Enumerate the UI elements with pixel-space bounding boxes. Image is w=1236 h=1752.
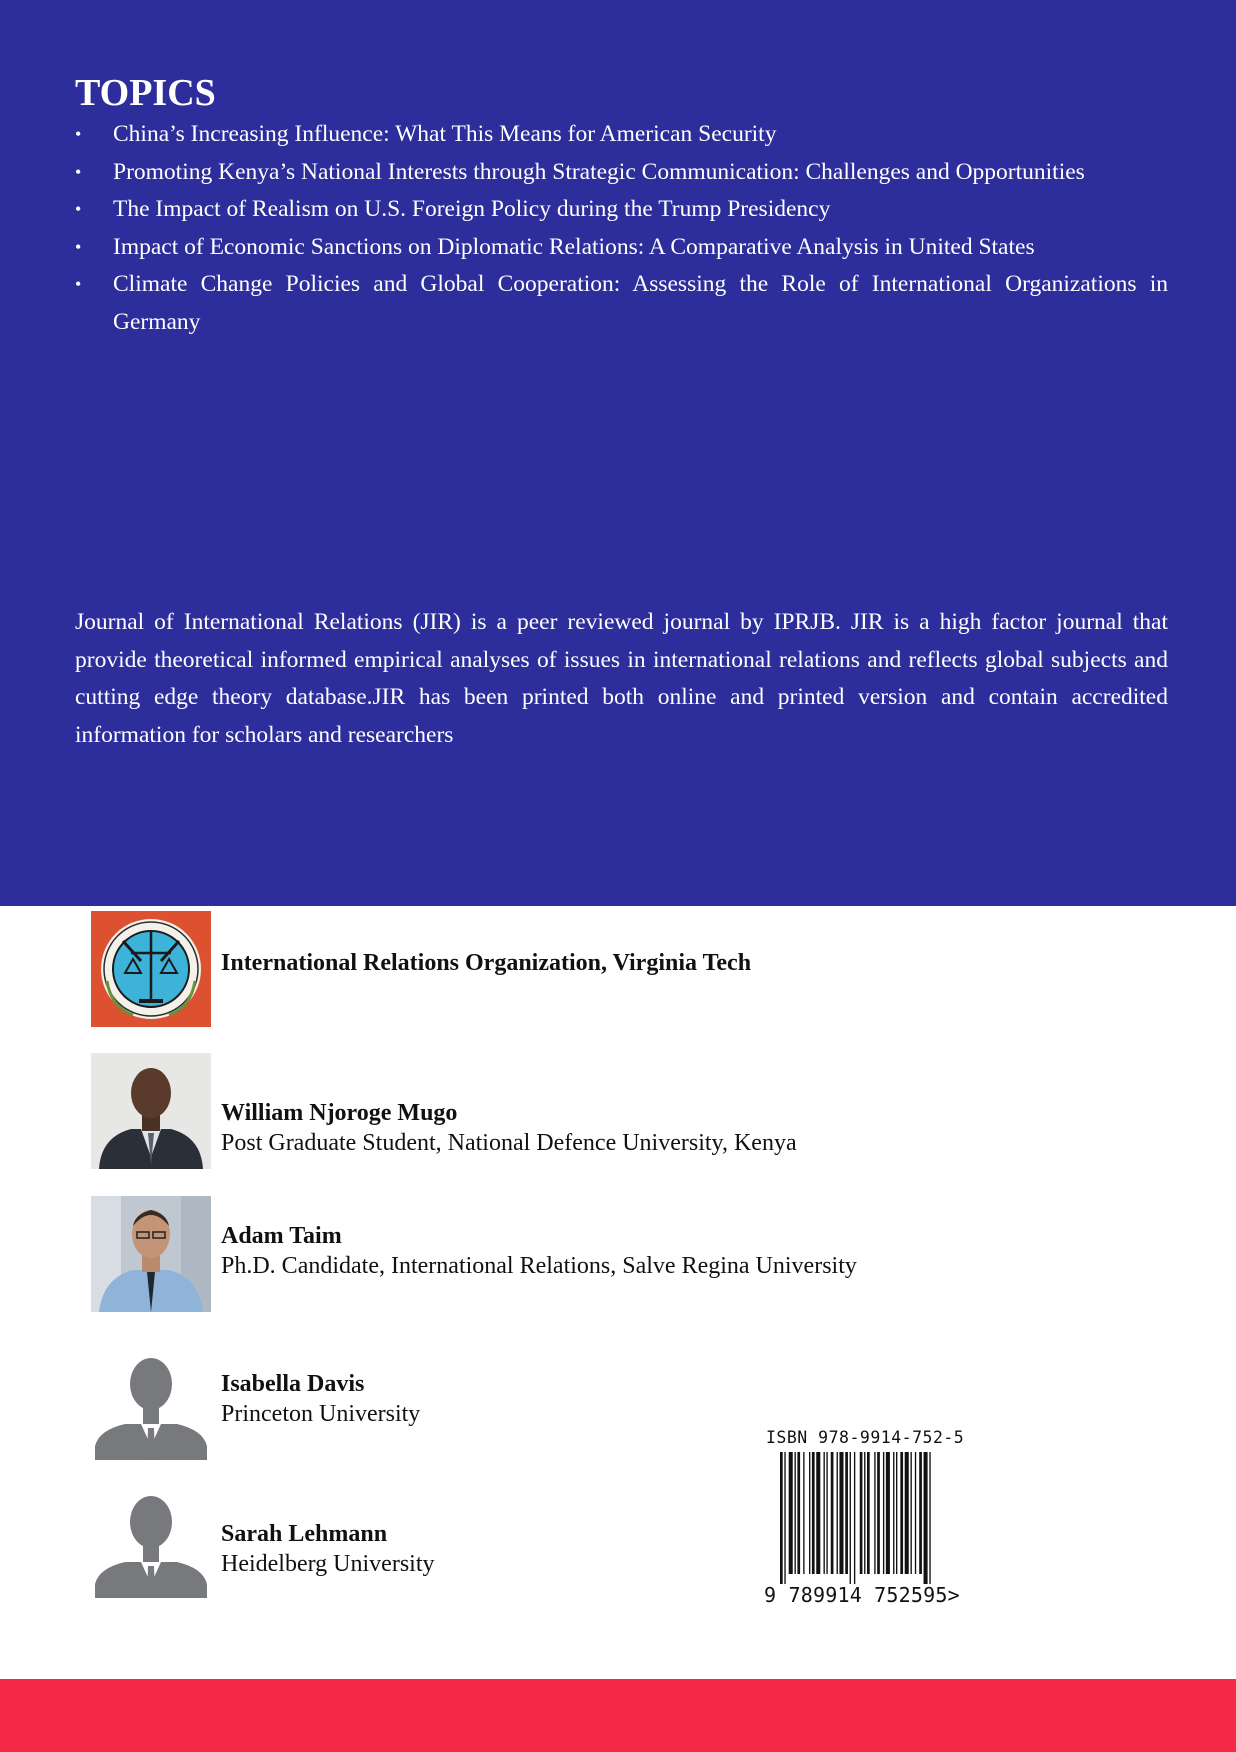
topic-text: Promoting Kenya’s National Interests through Strategic Communication: Challenges and Opportunities: [113, 158, 1085, 185]
barcode-digits: [764, 1583, 960, 1607]
organization-profile: [91, 911, 1091, 1027]
author-photo: [91, 1053, 211, 1169]
barcode-bar: [867, 1452, 870, 1574]
organization-seal-icon: [91, 911, 211, 1027]
organization-name: International Relations Organization, Virginia Tech: [221, 950, 752, 976]
topic-item: [75, 116, 1168, 154]
author-text: [221, 1369, 420, 1429]
barcode-bar: [877, 1452, 880, 1574]
barcode-bar: [886, 1452, 890, 1574]
author-name: Sarah Lehmann: [221, 1521, 388, 1547]
author-portrait-icon: [91, 1196, 211, 1312]
person-silhouette-icon: [91, 1484, 211, 1600]
bullet-icon: •: [75, 161, 82, 182]
barcode-bar: [900, 1452, 903, 1574]
barcode-bar: [797, 1452, 800, 1574]
author-text: [221, 1221, 857, 1281]
author-photo: [91, 1484, 211, 1600]
barcode-bar: [837, 1452, 838, 1574]
barcode-bar: [789, 1452, 793, 1574]
barcode-bar: [874, 1452, 875, 1574]
barcode-bar: [850, 1452, 851, 1584]
barcode-bar: [780, 1452, 783, 1584]
author-profile: [91, 1196, 1091, 1312]
organization-text: [221, 948, 751, 978]
author-profile: [91, 1053, 1091, 1169]
barcode-bar: [864, 1452, 865, 1574]
barcode-bar: [784, 1452, 785, 1584]
author-text: [221, 1519, 435, 1579]
topics-heading: TOPICS: [75, 72, 216, 114]
barcode-bar: [824, 1452, 825, 1574]
barcode-bar: [911, 1452, 912, 1574]
bullet-icon: •: [75, 274, 82, 294]
bullet-icon: •: [75, 124, 82, 144]
topic-text: China’s Increasing Influence: What This Means for American Security: [113, 121, 777, 147]
author-text: [221, 1098, 797, 1158]
topic-text: The Impact of Realism on U.S. Foreign Policy during the Trump Presidency: [113, 196, 831, 222]
barcode-bar: [839, 1452, 843, 1574]
barcode-bar: [809, 1452, 810, 1574]
barcode-bar: [854, 1452, 855, 1584]
barcode-number: 789914 752595: [788, 1583, 948, 1607]
barcode-bar: [896, 1452, 897, 1574]
barcode-bar: [929, 1452, 930, 1584]
barcode-bar: [905, 1452, 909, 1574]
isbn-barcode: [764, 1428, 990, 1614]
journal-description: Journal of International Relations (JIR) is a peer reviewed journal by IPRJB. JIR is a high factor journal that provide theoretical informed empirical analyses of issues in international relations and reflects global subjects and cutting edge theory database.JIR has been printed both online and printed version and contain accredited information for scholars and researchers: [75, 609, 1168, 748]
barcode-bar: [831, 1452, 834, 1574]
bullet-icon: •: [75, 236, 82, 257]
author-portrait-icon: [91, 1053, 211, 1169]
barcode-bar: [924, 1452, 928, 1584]
person-silhouette-icon: [91, 1346, 211, 1462]
barcode-bar: [795, 1452, 796, 1574]
author-affiliation: Post Graduate Student, National Defence University, Kenya: [221, 1130, 797, 1156]
barcode-bar: [812, 1452, 815, 1574]
barcode-bar: [860, 1452, 863, 1574]
author-affiliation: Princeton University: [221, 1401, 421, 1427]
bottom-color-band: [0, 1679, 1236, 1752]
author-photo: [91, 1346, 211, 1462]
author-name: William Njoroge Mugo: [221, 1100, 458, 1126]
barcode-bar: [883, 1452, 884, 1574]
bullet-icon: •: [75, 199, 82, 219]
barcode-bar: [816, 1452, 820, 1574]
barcode-bar: [826, 1452, 827, 1574]
barcode-bar: [893, 1452, 894, 1574]
topic-item: [75, 154, 1168, 192]
topics-list: [75, 116, 1168, 341]
topic-item: [75, 266, 1168, 341]
barcode-first-digit: 9: [764, 1583, 777, 1607]
barcode-bars-icon: [764, 1452, 990, 1584]
author-photo: [91, 1196, 211, 1312]
barcode-bar: [803, 1452, 804, 1574]
organization-logo: [91, 911, 211, 1027]
barcode-marker: >: [947, 1583, 960, 1607]
barcode-bar: [919, 1452, 922, 1574]
author-affiliation: Ph.D. Candidate, International Relations, Salve Regina University: [221, 1253, 857, 1279]
author-affiliation: Heidelberg University: [221, 1551, 435, 1577]
author-name: Isabella Davis: [221, 1371, 365, 1397]
topic-item: [75, 191, 1168, 229]
barcode-bar: [845, 1452, 848, 1574]
author-name: Adam Taim: [221, 1223, 342, 1249]
topic-text: Impact of Economic Sanctions on Diplomatic Relations: A Comparative Analysis in United States: [113, 233, 1035, 260]
topic-item: [75, 229, 1168, 267]
barcode-bar: [915, 1452, 916, 1574]
topic-text: Climate Change Policies and Global Cooperation: Assessing the Role of International Organizations in Germany: [113, 271, 1168, 335]
isbn-label: ISBN 978-9914-752-5: [766, 1428, 965, 1447]
